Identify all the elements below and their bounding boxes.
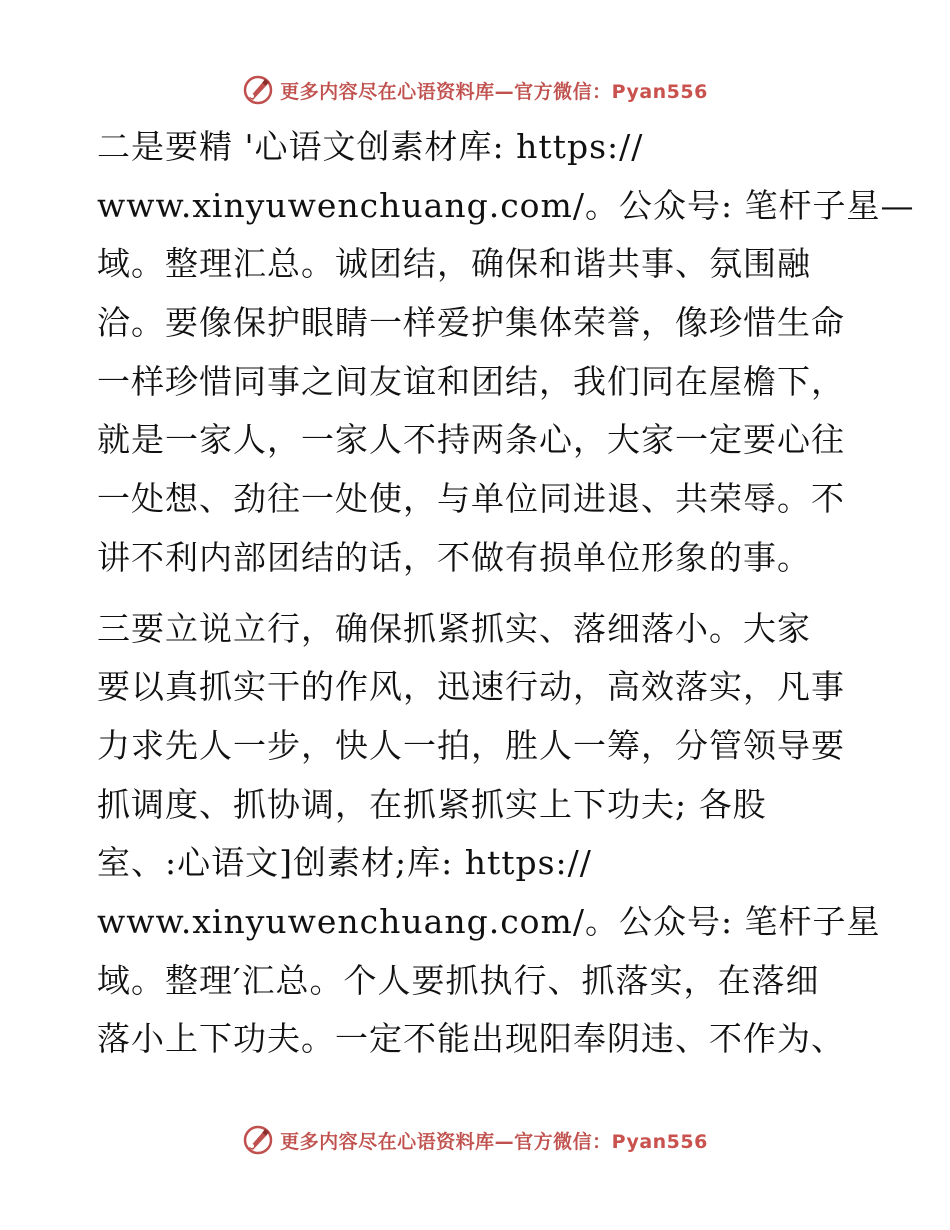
header-banner [0, 70, 950, 110]
pen-logo-icon [242, 1124, 274, 1156]
footer-wechat-id: Pyan556 [611, 1130, 708, 1153]
footer-banner-text: 更多内容尽在心语资料库—官方微信：Pyan556 [280, 1130, 708, 1153]
text-line: 就是一家人，一家人不持两条心，大家一定要心往 [97, 420, 845, 460]
text-line: 一处想、劲往一处使，与单位同进退、共荣辱。不 [97, 479, 845, 519]
text-line: 室、:心语文]创素材;库: https:// [97, 843, 592, 883]
text-line: 域。整理′汇总。个人要抓执行、抓落实，在落细 [97, 960, 820, 1000]
text-line: 要以真抓实干的作风，迅速行动，高效落实，凡事 [97, 667, 845, 707]
document-body [97, 118, 915, 1069]
text-line: 二是要精 '心语文创素材库: https:// [97, 127, 644, 166]
text-line: 力求先人一步，快人一拍，胜人一筹，分管领导要 [97, 725, 845, 765]
footer-banner [0, 1120, 950, 1160]
text-line: www.xinyuwenchuang.com/。公众号: 笔杆子星 [97, 901, 881, 941]
text-line: 三要立说立行，确保抓紧抓实、落细落小。大家 [97, 608, 811, 648]
pen-logo-icon [242, 74, 274, 106]
text-line: 洽。要像保护眼睛一样爱护集体荣誉，像珍惜生命 [97, 303, 845, 343]
header-wechat-id: Pyan556 [611, 80, 708, 103]
header-banner-text: 更多内容尽在心语资料库—官方微信：Pyan556 [280, 80, 708, 103]
text-line: www.xinyuwenchuang.com/。公众号: 笔杆子星— [97, 185, 915, 225]
text-line: 一样珍惜同事之间友谊和团结，我们同在屋檐下， [97, 361, 845, 401]
paragraph-1 [97, 118, 915, 588]
text-line: 讲不利内部团结的话，不做有损单位形象的事。 [97, 537, 811, 577]
text-line: 落小上下功夫。一定不能出现阳奉阴违、不作为、 [97, 1019, 845, 1059]
text-line: 抓调度、抓协调，在抓紧抓实上下功夫; 各股 [97, 784, 767, 824]
text-line: 域。整理汇总。诚团结，确保和谐共事、氛围融 [97, 244, 811, 284]
paragraph-2 [97, 600, 881, 1070]
